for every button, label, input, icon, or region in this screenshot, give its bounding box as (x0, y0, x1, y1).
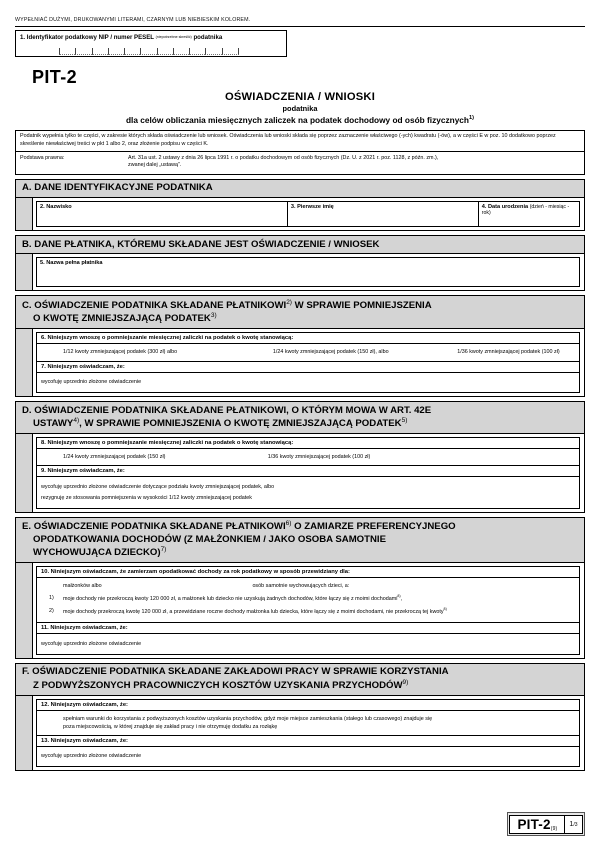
form-title-main: OŚWIADCZENIA / WNIOSKI (224, 91, 376, 103)
item-10-row-2[interactable] (41, 605, 575, 619)
section-e-heading-line3-wrap (22, 546, 584, 559)
section-d-heading-line2: USTAWY (33, 417, 74, 429)
item-9-option-resign[interactable]: rezygnuję ze stosowania pomniejszenia w wysokości 1/12 kwoty zmniejszającej podatek (41, 494, 252, 501)
legal-basis-box (15, 130, 585, 175)
form-title-purpose-text: dla celów obliczania miesięcznych zaliczek na podatek dochodowy od osób fizycznych (125, 114, 469, 125)
section-e-heading-line3: WYCHOWUJĄCA DZIECKO) (33, 547, 161, 559)
item-7-option-withdraw[interactable]: wycofuję uprzednio złożone oświadczenie (41, 379, 142, 386)
section-e-body (16, 563, 584, 658)
section-e-gutter (16, 563, 33, 658)
item-10-option-spouses[interactable]: małżonków albo (63, 583, 102, 590)
section-f-heading (16, 664, 584, 696)
item-10-row-1[interactable] (41, 591, 575, 605)
item-13-option-withdraw[interactable]: wycofuję uprzednio złożone oświadczenie (41, 753, 142, 760)
footnote-marker-1: 1) (469, 114, 475, 121)
identification-field-row (36, 201, 580, 227)
footer-form-code: PIT-2 (517, 816, 551, 832)
surname-field[interactable] (36, 201, 288, 227)
payer-fullname-label: 5. Nazwa pełna płatnika (40, 260, 103, 267)
nip-cell[interactable] (205, 48, 221, 55)
item-10-numbered-list (41, 591, 575, 618)
nip-cell[interactable] (108, 48, 124, 55)
item-12-option-higher-costs[interactable] (41, 715, 575, 731)
nip-cell[interactable] (173, 48, 189, 55)
section-f-items (33, 696, 584, 771)
item-10-row-2-number: 2) (49, 608, 54, 615)
item-6-body (37, 344, 579, 360)
item-12-body (37, 711, 579, 735)
item-10-row-1-number: 1) (49, 594, 54, 601)
footnote-marker-5: 5) (401, 416, 408, 424)
legal-basis-line2: zwanej dalej „ustawą”. (128, 162, 182, 169)
nip-cell[interactable] (189, 48, 205, 55)
item-10-option-single-parent[interactable]: osób samotnie wychowujących dzieci, a: (252, 583, 350, 590)
section-b (15, 235, 585, 291)
item-9-title: 9. Niniejszym oświadczam, że: (37, 465, 579, 477)
nip-cell[interactable] (157, 48, 173, 55)
item-10-subject-options (41, 582, 575, 591)
section-f-gutter (16, 696, 33, 771)
footnote-marker-4: 4) (73, 416, 80, 424)
payer-fullname-field[interactable] (36, 257, 580, 287)
footnote-marker-8b: 8) (443, 607, 447, 612)
footnote-marker-8a: 8) (397, 593, 401, 598)
item-10-row-2-body: moje dochody przekroczą kwotę 120 000 zł, a przewidziane roczne dochody małżonka lub dziecka, które łączy się z moimi dochodami, nie przekroczą tej kwoty (63, 608, 444, 615)
section-e-heading-line1-rest: O ZAMIARZE PREFERENCYJNEGO (291, 521, 456, 533)
item-8-title: 8. Niniejszym wnoszę o pomniejszanie miesięcznej zaliczki na podatek o kwotę stanowiącą: (37, 438, 579, 449)
footnote-marker-7: 7) (160, 546, 167, 554)
item-10-title: 10. Niniejszym oświadczam, że zamierzam opodatkować dochody za rok podatkowy w sposób przewidziany dla: (37, 567, 579, 578)
section-d-items (33, 434, 584, 512)
item-9-body (37, 477, 579, 508)
section-d (15, 401, 585, 513)
form-footer (507, 812, 585, 836)
item-8-options (41, 453, 575, 461)
section-c-items (33, 329, 584, 396)
footer-page-box (565, 815, 582, 834)
section-d-heading-line1: D. OŚWIADCZENIE PODATNIKA SKŁADANE PŁATNIKOWI, O KTÓRYM MOWA W ART. 42E (22, 404, 432, 416)
legal-basis-row (16, 152, 584, 174)
section-f (15, 663, 585, 771)
item-11-body (37, 634, 579, 653)
item-6-options (41, 348, 575, 356)
section-b-fields (33, 254, 584, 290)
section-a-heading: A. DANE IDENTYFIKACYJNE PODATNIKA (16, 180, 584, 198)
firstname-field[interactable] (288, 201, 479, 227)
section-a-gutter (16, 198, 33, 230)
item-13-body (37, 747, 579, 766)
item-11-title: 11. Niniejszym oświadczam, że: (37, 622, 579, 634)
nip-pesel-field-box[interactable] (15, 30, 287, 57)
form-title-block (15, 91, 585, 125)
section-d-item-group (36, 437, 580, 509)
nip-cell[interactable] (59, 48, 75, 55)
nip-pesel-suffix: podatnika (193, 34, 223, 41)
section-a-body (16, 198, 584, 230)
section-b-heading: B. DANE PŁATNIKA, KTÓREMU SKŁADANE JEST OŚWIADCZENIE / WNIOSEK (16, 236, 584, 254)
footer-form-version: (9) (550, 825, 558, 832)
section-d-gutter (16, 434, 33, 512)
fill-rules-line1: Podatnik wypełnia tylko te części, w zakresie których składa oświadczenie lub wniosek. Oświadczenia lub wnioski składa się poprzez zaznaczenie właściwego (-ych) kwadratu (-ów), (20, 133, 452, 139)
section-f-item-group (36, 699, 580, 768)
item-13-title: 13. Niniejszym oświadczam, że: (37, 735, 579, 747)
footer-form-code-box (509, 815, 565, 834)
firstname-label: 3. Pierwsze imię (290, 204, 334, 211)
section-c-gutter (16, 329, 33, 396)
legal-basis-value (128, 155, 580, 171)
item-12-line1: spełniam warunki do korzystania z podwyższonych kosztów uzyskania przychodów, gdyż moje miejsce zamieszkania (stałego lub czasowego) znajduje się (63, 715, 433, 722)
section-c-item-group (36, 332, 580, 393)
section-b-body (16, 254, 584, 290)
footer-page-current: 1 (569, 820, 574, 828)
fill-instruction-text: WYPEŁNIAĆ DUŻYMI, DRUKOWANYMI LITERAMI, CZARNYM LUB NIEBIESKIM KOLOREM. (15, 17, 251, 23)
nip-pesel-label (16, 31, 286, 41)
item-8-option-1-36[interactable]: 1/36 kwoty zmniejszającej podatek (100 zł) (267, 453, 371, 460)
nip-cell[interactable] (222, 48, 239, 55)
section-c-body (16, 329, 584, 396)
section-c-heading (16, 296, 584, 329)
section-e-heading-line2: OPODATKOWANIA DOCHODÓW (Z MAŁŻONKIEM / JAKO OSOBA SAMOTNIE (33, 533, 386, 545)
nip-pesel-character-boxes[interactable] (59, 48, 239, 54)
item-12-title: 12. Niniejszym oświadczam, że: (37, 700, 579, 711)
section-c-heading-line2: O KWOTĘ ZMNIEJSZAJĄCĄ PODATEK (33, 313, 211, 325)
nip-cell[interactable] (140, 48, 156, 55)
footnote-marker-2: 2) (286, 298, 292, 306)
footer-page-separator: / (573, 822, 575, 828)
item-10-row-2-text (63, 607, 575, 616)
fill-rules-line2: a w części E w poz. 10 dodatkowo poprzez skreślenie niewłaściwej treści w pkt 1 albo 2, oraz złożenie podpisu w części K. (20, 133, 556, 147)
item-7-title: 7. Niniejszym oświadczam, że: (37, 361, 579, 373)
nip-pesel-field-number: 1. (20, 34, 26, 41)
item-8-option-1-24[interactable]: 1/24 kwoty zmniejszającej podatek (150 zł) (63, 453, 166, 460)
surname-label: 2. Nazwisko (40, 204, 72, 211)
item-10-row-1-comma: , (400, 595, 403, 602)
fill-rules-note (16, 131, 584, 153)
item-6-option-1-36[interactable]: 1/36 kwoty zmniejszającej podatek (100 zł) (457, 349, 560, 356)
item-6-option-1-12[interactable]: 1/12 kwoty zmniejszającej podatek (300 zł) albo (63, 349, 178, 356)
form-title-sub: podatnika (282, 104, 318, 113)
item-10-row-1-body: moje dochody nie przekroczą kwoty 120 000 zł, a małżonek lub dziecko nie uzyskują żadnych dochodów, które łączy się z moimi dochodami (63, 595, 398, 602)
legal-basis-line1: Art. 31a ust. 2 ustawy z dnia 26 lipca 1991 r. o podatku dochodowym od osób fizycznych (Dz. U. z 2021 r. poz. 1128, z późn. zm.), (128, 154, 439, 161)
section-f-heading-line2: Z PODWYŻSZONYCH PRACOWNICZYCH KOSZTÓW UZYSKANIA PRZYCHODÓW (33, 679, 403, 691)
section-e-heading-line1: E. OŚWIADCZENIE PODATNIKA SKŁADANE PŁATNIKOWI (22, 521, 286, 533)
nip-pesel-label-text: Identyfikator podatkowy NIP / numer PESEL (26, 34, 154, 41)
section-c (15, 295, 585, 397)
footnote-marker-9: 9) (402, 678, 409, 686)
item-12-line2: poza miejscowością, w której znajduje się zakład pracy i nie otrzymuję dodatku za rozłąkę (63, 723, 278, 730)
item-6-title: 6. Niniejszym wnoszę o pomniejszanie miesięcznej zaliczki na podatek o kwotę stanowiącą: (37, 333, 579, 344)
nip-cell[interactable] (75, 48, 91, 55)
item-10-row-1-text (63, 594, 575, 603)
birthdate-label: 4. Data urodzenia (481, 204, 529, 211)
form-title-purpose (15, 115, 585, 125)
section-c-heading-line2-wrap (22, 312, 584, 325)
section-d-heading (16, 402, 584, 434)
item-9-option-withdraw-split[interactable]: wycofuję uprzednio złożone oświadczenie dotyczące podziału kwoty zmniejszającej podatek, albo (41, 483, 275, 490)
section-e-items (33, 563, 584, 658)
section-c-heading-line1: C. OŚWIADCZENIE PODATNIKA SKŁADANE PŁATNIKOWI (22, 300, 287, 312)
section-d-heading-line2-wrap (22, 417, 584, 430)
section-d-body (16, 434, 584, 512)
item-8-body (37, 449, 579, 465)
section-f-body (16, 696, 584, 771)
section-c-heading-line1-rest: W SPRAWIE POMNIEJSZENIA (291, 300, 432, 312)
form-number-heading: PIT-2 (32, 67, 78, 87)
section-d-heading-line2-rest: , W SPRAWIE POMNIEJSZENIA O KWOTĘ ZMNIEJSZAJĄCĄ PODATEK (79, 417, 402, 429)
section-b-gutter (16, 254, 33, 290)
footnote-marker-6: 6) (285, 520, 292, 528)
section-e (15, 517, 585, 659)
birthdate-format-hint: (dzień - miesiąc - rok) (481, 204, 570, 217)
section-e-heading (16, 518, 584, 563)
item-11-option-withdraw[interactable]: wycofuję uprzednio złożone oświadczenie (41, 640, 142, 647)
footnote-marker-3: 3) (210, 312, 217, 320)
birthdate-field[interactable] (479, 201, 580, 227)
item-7-body (37, 373, 579, 392)
item-6-option-1-24[interactable]: 1/24 kwoty zmniejszającej podatek (150 zł), albo (272, 349, 389, 356)
section-e-item-group (36, 566, 580, 655)
header-divider-rule (15, 26, 585, 27)
nip-cell[interactable] (92, 48, 108, 55)
section-a-fields (33, 198, 584, 230)
nip-cell[interactable] (124, 48, 140, 55)
section-a (15, 179, 585, 231)
item-10-body (37, 578, 579, 622)
footer-page-total: 3 (574, 822, 578, 828)
section-f-heading-line1: F. OŚWIADCZENIE PODATNIKA SKŁADANE ZAKŁADOWI PRACY W SPRAWIE KORZYSTANIA (22, 666, 449, 678)
nip-pesel-strike-note: (niepotrzebne skreślić) (155, 35, 192, 39)
section-f-heading-line2-wrap (22, 679, 584, 692)
legal-basis-label: Podstawa prawna: (20, 154, 65, 161)
